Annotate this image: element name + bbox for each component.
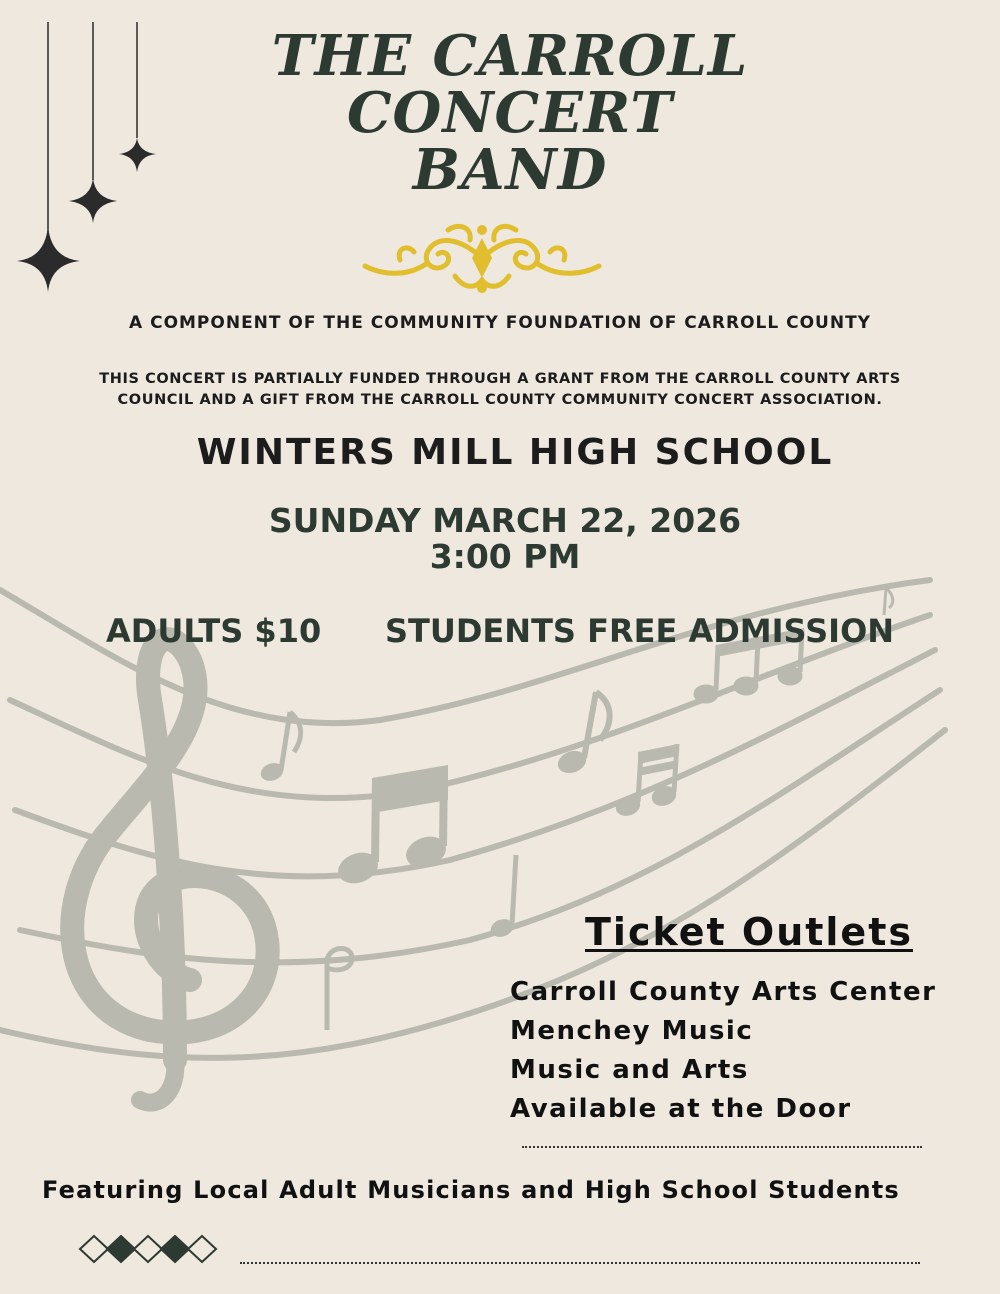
event-time: 3:00 PM xyxy=(429,537,581,576)
funding-line-1: THIS CONCERT IS PARTIALLY FUNDED THROUGH A GRANT FROM THE CARROLL COUNTY ARTS xyxy=(99,371,901,387)
outlet-item: Carroll County Arts Center xyxy=(510,977,937,1007)
ticket-outlets-heading: Ticket Outlets xyxy=(585,910,913,954)
music-notes xyxy=(259,588,893,1030)
title-line-2: CONCERT xyxy=(346,80,674,146)
outlet-item: Available at the Door xyxy=(510,1094,852,1124)
gold-flourish-ornament xyxy=(360,218,604,298)
funding-line-2: COUNCIL AND A GIFT FROM THE CARROLL COUNTY COMMUNITY CONCERT ASSOCIATION. xyxy=(117,392,883,408)
event-date: SUNDAY MARCH 22, 2026 xyxy=(268,501,742,540)
event-datetime xyxy=(5,503,1000,575)
footer-divider xyxy=(240,1262,920,1264)
funding-text xyxy=(20,369,980,411)
diamond-chain-icon xyxy=(78,1234,218,1264)
outlets-divider xyxy=(522,1146,922,1148)
outlet-item: Menchey Music xyxy=(510,1016,754,1046)
venue-name: WINTERS MILL HIGH SCHOOL xyxy=(196,432,834,473)
featuring-text: Featuring Local Adult Musicians and High School Students xyxy=(42,1176,900,1204)
adult-price: ADULTS $10 xyxy=(106,612,322,650)
foundation-text: A COMPONENT OF THE COMMUNITY FOUNDATION OF CARROLL COUNTY xyxy=(129,313,871,333)
title-line-3: BAND xyxy=(412,137,608,203)
outlet-item: Music and Arts xyxy=(510,1055,749,1085)
title-line-1: THE CARROLL xyxy=(271,23,749,89)
student-price: STUDENTS FREE ADMISSION xyxy=(385,612,895,650)
